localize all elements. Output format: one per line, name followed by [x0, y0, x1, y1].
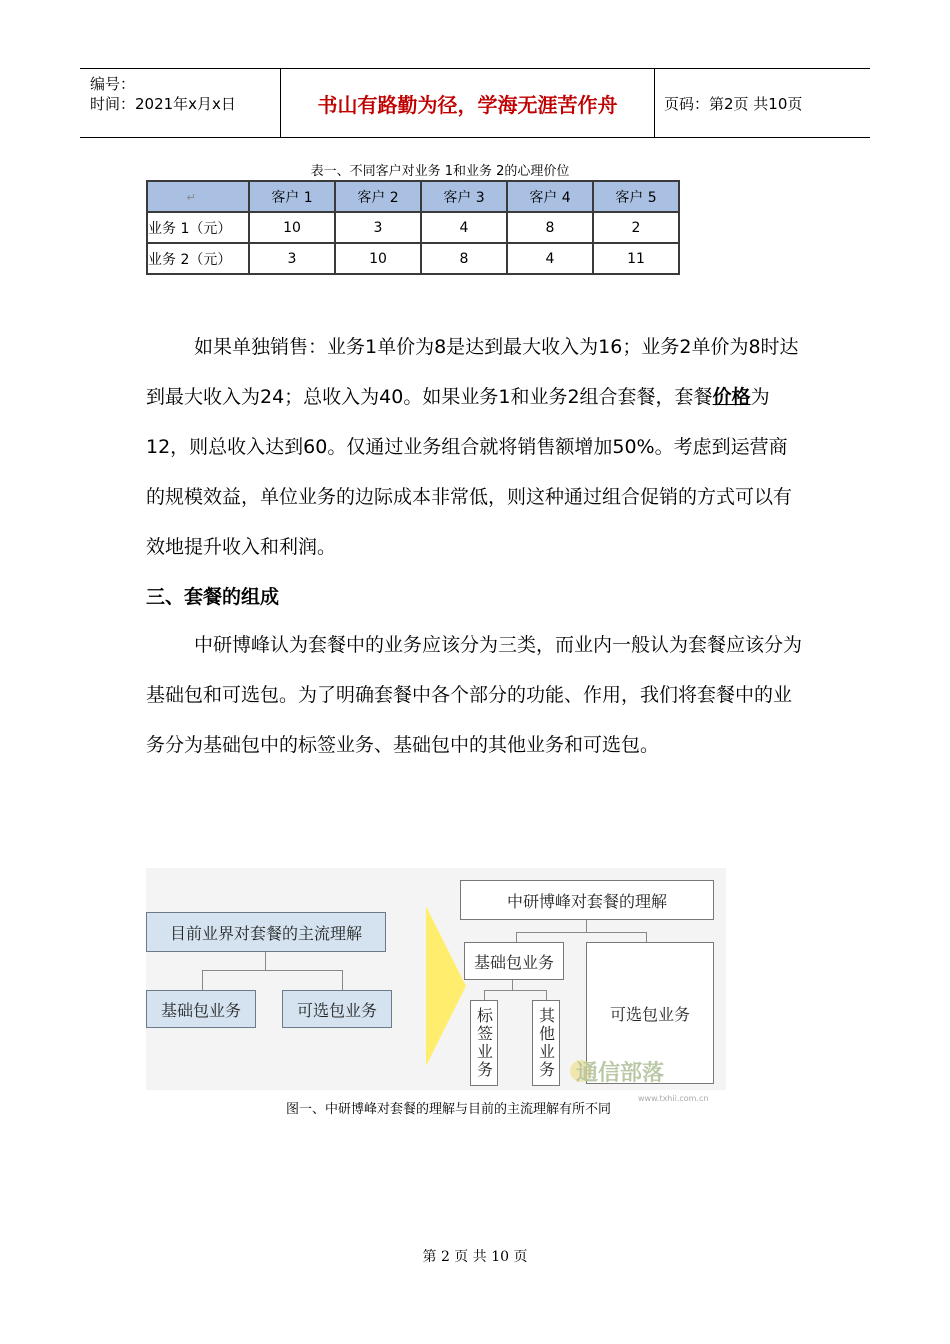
table-header-cell: 客户 2 [335, 181, 421, 212]
paragraph-revenue [146, 322, 806, 572]
mainstream-title-box: 目前业界对套餐的主流理解 [146, 912, 386, 952]
figure-caption: 图一、中研博峰对套餐的理解与目前的主流理解有所不同 [286, 1102, 612, 1117]
table-header-cell: 客户 4 [507, 181, 593, 212]
connector-line [202, 970, 342, 971]
para1-text-after: 为12，则总收入达到60。仅通过业务组合就将销售额增加50%。考虑到运营商的规模效益，单位业务的边际成本非常低，则这种通过组合促销的方式可以有效地提升收入和利润。 [146, 386, 793, 558]
watermark-url: www.txhii.com.cn [638, 1094, 709, 1103]
connector-line [646, 932, 647, 942]
table-header-cell: 客户 3 [421, 181, 507, 212]
page-footer: 第 2 页 共 10 页 [422, 1249, 528, 1265]
connector-line [516, 932, 646, 933]
connector-line [342, 970, 343, 990]
mainstream-optional-box: 可选包业务 [282, 990, 392, 1028]
table-row [147, 243, 679, 274]
table-row [147, 212, 679, 243]
number-label: 编号： [90, 75, 136, 93]
connector-line [202, 970, 203, 990]
zybf-basic-box: 基础包业务 [464, 942, 564, 980]
table-header-cell: 客户 5 [593, 181, 679, 212]
table-cell: 3 [249, 243, 335, 274]
connector-line [516, 932, 517, 942]
table-cell: 8 [421, 243, 507, 274]
table-cell: 11 [593, 243, 679, 274]
para2-text: 中研博峰认为套餐中的业务应该分为三类，而业内一般认为套餐应该分为基础包和可选包。为了明确套餐中各个部分的功能、作用，我们将套餐中的业务分为基础包中的标签业务、基础包中的其他业务和可选包。 [146, 634, 803, 756]
watermark: 通信部落 [576, 1061, 665, 1086]
time-label: 时间：2021年x月x日 [90, 95, 236, 113]
mainstream-basic-box: 基础包业务 [146, 990, 256, 1028]
header-motto: 书山有路勤为径，学海无涯苦作舟 [317, 92, 618, 117]
zybf-tag-box: 标签业务 [470, 1000, 498, 1086]
zybf-title-box: 中研博峰对套餐的理解 [460, 880, 714, 920]
table-cell: 3 [335, 212, 421, 243]
connector-line [265, 952, 266, 970]
header-page-info: 页码：第2页 共10页 [664, 95, 803, 113]
table-cell: 4 [507, 243, 593, 274]
section-heading: 三、套餐的组成 [146, 586, 280, 608]
para1-text-before: 如果单独销售：业务1单价为8是达到最大收入为16；业务2单价为8时达到最大收入为24；总收入为40。如果业务1和业务2组合套餐，套餐 [146, 336, 799, 408]
package-diagram [146, 868, 726, 1103]
connector-line [484, 990, 485, 1000]
connector-line [586, 920, 587, 932]
arrow-icon [426, 906, 466, 1066]
price-link[interactable]: 价格 [712, 386, 751, 408]
zybf-other-box: 其他业务 [532, 1000, 560, 1086]
table-cell: 10 [249, 212, 335, 243]
connector-line [512, 980, 513, 990]
paragraph-composition [146, 620, 806, 770]
table-row-label: 业务 2（元） [147, 243, 249, 274]
table-corner-cell: ↵ [147, 181, 249, 212]
header-meta [80, 69, 280, 137]
table-cell: 4 [421, 212, 507, 243]
header-divider [654, 69, 655, 137]
price-table [146, 180, 680, 275]
table-row-label: 业务 1（元） [147, 212, 249, 243]
table-header-row [147, 181, 679, 212]
connector-line [484, 990, 546, 991]
table-caption: 表一、不同客户对业务 1和业务 2的心理价位 [310, 164, 570, 179]
page-header [80, 68, 870, 138]
table-cell: 8 [507, 212, 593, 243]
zybf-optional-box: 可选包业务 [586, 942, 714, 1084]
table-header-cell: 客户 1 [249, 181, 335, 212]
table-cell: 10 [335, 243, 421, 274]
table-cell: 2 [593, 212, 679, 243]
connector-line [546, 990, 547, 1000]
